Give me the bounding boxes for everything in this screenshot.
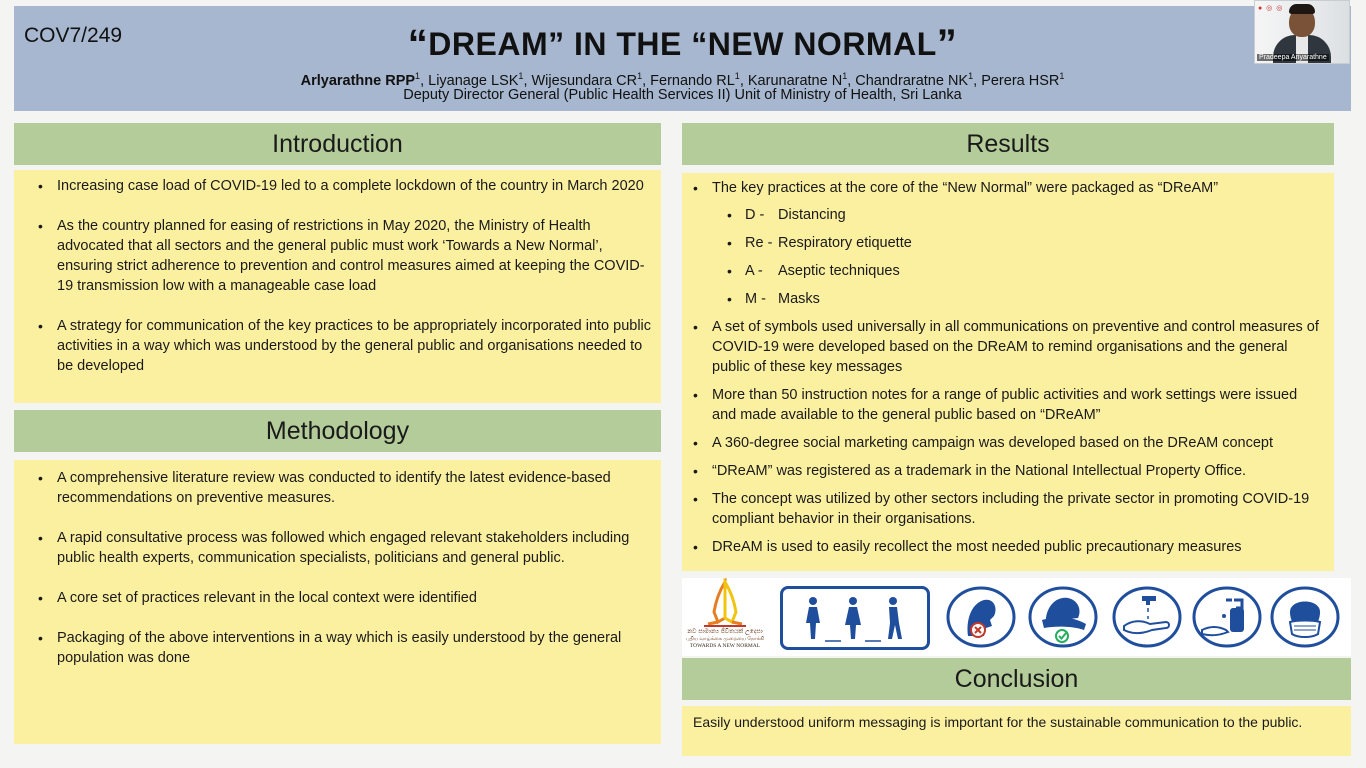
sanitizer-icon <box>1192 586 1262 648</box>
webcam-person-hair <box>1289 4 1315 14</box>
dream-item <box>745 261 1322 281</box>
dream-text: Respiratory etiquette <box>778 235 912 251</box>
list-item: • The concept was utilized by other sectors including the private sector in promoting COVID-19 compliant behavior in their organisations. <box>712 489 1322 529</box>
cough-elbow-icon <box>1028 586 1098 648</box>
author-name: Liyanage LSK <box>428 72 519 89</box>
author-affil-mark: 1 <box>518 71 524 81</box>
list-item: • A strategy for communication of the key practices to be appropriately incorporated into public activities in a way which was understood by the general public and organisations needed to be developed <box>57 316 651 376</box>
poster-id: COV7/249 <box>24 24 123 47</box>
author-affil-mark: 1 <box>734 71 740 81</box>
cough-no-icon <box>946 586 1016 648</box>
author-affil-mark: 1 <box>637 71 643 81</box>
towards-new-normal-logo <box>684 578 766 654</box>
praying-hands-icon <box>698 578 752 628</box>
distancing-icon <box>780 586 930 650</box>
list-item <box>712 178 1322 309</box>
list-item: • A comprehensive literature review was conducted to identify the latest evidence-based recommendations on preventive measures. <box>57 468 651 508</box>
webcam-video-tile[interactable] <box>1254 0 1350 64</box>
list-item: • “DReAM” was registered as a trademark in the National Intellectual Property Office. <box>712 461 1322 481</box>
poster-title <box>14 22 1351 67</box>
list-item: • A set of symbols used universally in all communications on preventive and control measures of COVID-19 were developed based on the DReAM to remind organisations and the general public of these key messages <box>712 317 1322 377</box>
dream-item <box>745 205 1322 225</box>
list-item: • A rapid consultative process was followed which engaged relevant stakeholders including public health experts, communication specialists, politicians and general public. <box>57 528 651 568</box>
dream-item <box>745 289 1322 309</box>
dream-code: A - <box>745 263 763 279</box>
list-item: • Increasing case load of COVID-19 led to a complete lockdown of the country in March 2020 <box>57 176 651 196</box>
logo-sinhala-text: නව සාමාන්‍ය ජීවිතයක් උදෙසා <box>687 628 763 635</box>
conclusion-text: Easily understood uniform messaging is important for the sustainable communication to the public. <box>693 714 1303 730</box>
list-item: • More than 50 instruction notes for a range of public activities and work settings were issued and made available to the general public based on “DReAM” <box>712 385 1322 425</box>
title-open-quote: “ <box>407 22 429 66</box>
affiliation: Deputy Director General (Public Health Services II) Unit of Ministry of Health, Sri Lanka <box>403 87 962 103</box>
webcam-status-icon: ● ◎ ◎ <box>1258 5 1284 12</box>
list-item: • A 360-degree social marketing campaign was developed based on the DReAM concept <box>712 433 1322 453</box>
author-affil-mark: 1 <box>415 71 421 81</box>
author-name: Karunaratne N <box>747 72 843 89</box>
dream-text: Masks <box>778 291 820 307</box>
author-name: Perera HSR <box>981 72 1060 89</box>
handwash-icon <box>1112 586 1182 648</box>
results-panel <box>682 173 1334 571</box>
dream-code: M - <box>745 291 766 307</box>
list-item: • As the country planned for easing of restrictions in May 2020, the Ministry of Health advocated that all sectors and the general public must work ‘Towards a New Normal’, ensuring strict adherence to prevention and control measures aimed at keeping the COVID-19 transmission low with a manageable case load <box>57 216 651 296</box>
results-heading: Results <box>682 123 1334 165</box>
dream-code: Re - <box>745 235 773 251</box>
methodology-panel <box>14 460 661 744</box>
dream-code: D - <box>745 207 765 223</box>
author-affil-mark: 1 <box>842 71 848 81</box>
list-item: • A core set of practices relevant in the local context were identified <box>57 588 651 608</box>
list-item: • DReAM is used to easily recollect the most needed public precautionary measures <box>712 537 1322 557</box>
author-name: Arlyarathne RPP <box>300 72 416 89</box>
mask-icon <box>1270 586 1340 648</box>
list-item: • Packaging of the above interventions in a way which is easily understood by the general population was done <box>57 628 651 668</box>
logo-tamil-text: புதிய வாழ்க்கை முறையை நோக்கி <box>685 636 765 642</box>
dream-text: Aseptic techniques <box>778 263 900 279</box>
title-close-quote: ” <box>936 22 958 66</box>
webcam-participant-name: Pradeepa Ariyarathne <box>1259 54 1327 61</box>
author-affil-mark: 1 <box>968 71 974 81</box>
logo-english-text: TOWARDS A NEW NORMAL <box>689 643 761 649</box>
methodology-heading: Methodology <box>14 410 661 452</box>
results-intro-text: The key practices at the core of the “New Normal” were packaged as “DReAM” <box>712 180 1219 196</box>
dream-symbols-row <box>682 578 1351 656</box>
conclusion-heading: Conclusion <box>682 658 1351 700</box>
title-text: DREAM” IN THE “NEW NORMAL <box>428 26 937 62</box>
author-name: Wijesundara CR <box>531 72 638 89</box>
author-list: Arlyarathne RPP$^1$, Liyanage LSK$^1$, Wijesundara $CR^1$, Fernando $RL^1$, Karunaratne $N^1$, Chandraratne $NK^1$, Perera HSR$^1$ <box>300 71 1065 89</box>
dream-list <box>745 205 1322 309</box>
author-affil-mark: 1 <box>1059 71 1065 81</box>
dream-item <box>745 233 1322 253</box>
poster-header <box>14 6 1351 111</box>
author-name: Chandraratne NK <box>855 72 969 89</box>
introduction-panel <box>14 170 661 403</box>
conclusion-panel <box>682 706 1351 756</box>
introduction-heading: Introduction <box>14 123 661 165</box>
dream-text: Distancing <box>778 207 846 223</box>
author-name: Fernando RL <box>650 72 735 89</box>
